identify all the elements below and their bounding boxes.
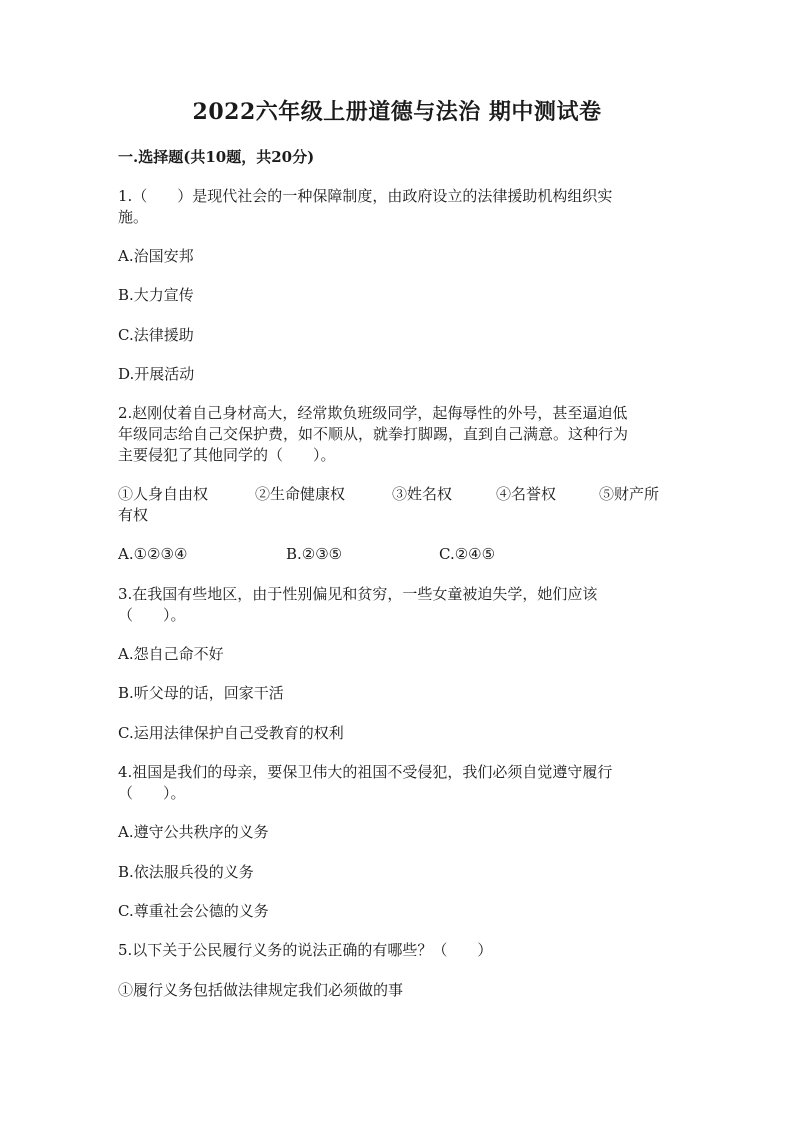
q3-stem-line1: 3.在我国有些地区，由于性别偏见和贫穷，一些女童被迫失学，她们应该 [118,585,598,603]
q2-options-row [118,543,678,565]
q5-stem-line1: 5.以下关于公民履行义务的说法正确的有哪些？（ ） [118,941,493,959]
q2-option-c: C.②④⑤ [439,545,496,563]
q2-stem-line3: 主要侵犯了其他同学的（ ）。 [118,446,336,464]
q3-option-b: B.听父母的话，回家干活 [118,684,284,702]
q1-option-c: C.法律援助 [118,326,194,344]
q4-stem-line2: （ ）。 [118,784,186,802]
q2-items-line2: 有权 [118,506,149,524]
q1-option-a: A.治国安邦 [118,247,194,265]
q2-stem-line2: 年级同志给自己交保护费，如不顺从，就拳打脚踢，直到自己满意。这种行为 [118,425,629,443]
section-header: 一.选择题(共10题，共20分) [118,148,315,166]
q1-stem-line1: 1.（ ）是现代社会的一种保障制度，由政府设立的法律援助机构组织实 [118,187,613,205]
q4-stem-line1: 4.祖国是我们的母亲，要保卫伟大的祖国不受侵犯，我们必须自觉遵守履行 [118,763,613,781]
q4-option-a: A.遵守公共秩序的义务 [118,823,269,841]
q2-option-a: A.①②③④ [118,545,188,563]
q2-item-2: ②生命健康权 [255,485,346,503]
q2-option-b: B.②③⑤ [286,545,343,563]
q2-stem-line1: 2.赵刚仗着自己身材高大，经常欺负班级同学，起侮辱性的外号，甚至逼迫低 [118,404,628,422]
q1-stem-line2: 施。 [118,208,149,226]
q2-item-5: ⑤财产所 [599,485,660,503]
q2-item-4: ④名誉权 [496,485,557,503]
q1-option-d: D.开展活动 [118,365,195,383]
q4-option-c: C.尊重社会公德的义务 [118,902,269,920]
q2-item-3: ③姓名权 [392,485,453,503]
q4-option-b: B.依法服兵役的义务 [118,863,254,881]
q2-item-1: ①人身自由权 [118,485,209,503]
q3-option-c: C.运用法律保护自己受教育的权利 [118,724,344,742]
q2-items-row [118,483,678,505]
q1-option-b: B.大力宣传 [118,286,194,304]
q3-stem-line2: （ ）。 [118,606,186,624]
exam-title: 2022六年级上册道德与法治 期中测试卷 [192,99,602,125]
q3-option-a: A.怨自己命不好 [118,645,224,663]
q5-item-1: ①履行义务包括做法律规定我们必须做的事 [118,981,404,999]
